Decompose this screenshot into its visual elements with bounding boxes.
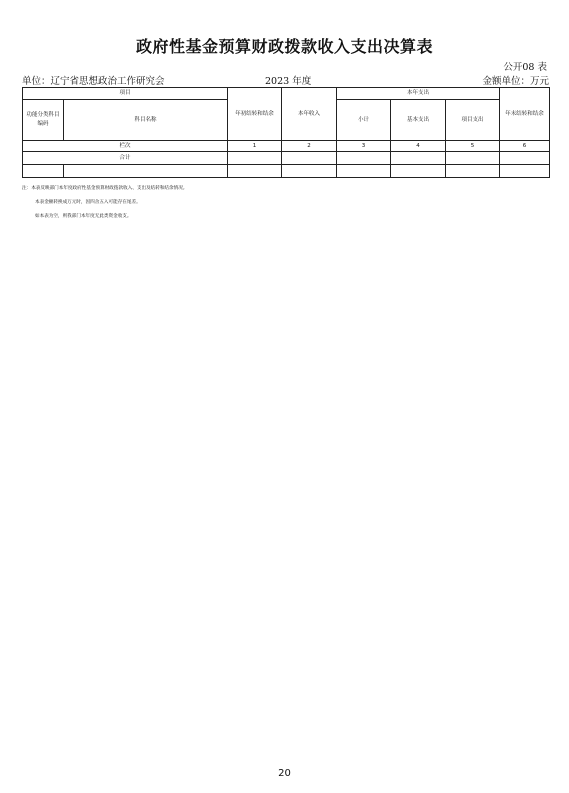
- table-cell: [337, 165, 391, 178]
- table-cell: [228, 165, 282, 178]
- table-cell: [337, 152, 391, 165]
- header-expenditure: 本年支出: [337, 88, 500, 100]
- total-row: [23, 152, 550, 165]
- table-row: [23, 165, 550, 178]
- column-number: 3: [337, 141, 391, 152]
- column-number: 6: [500, 141, 550, 152]
- unit-label: 单位：辽宁省思想政治工作研究会: [22, 76, 165, 87]
- page-number: 20: [278, 768, 291, 779]
- table-cell: [446, 152, 500, 165]
- table-cell: [391, 152, 446, 165]
- note-line: 如本表为空，则我部门本年度无此类资金收支。: [35, 214, 132, 219]
- table-cell: [500, 152, 550, 165]
- table-cell: [228, 152, 282, 165]
- meta-row: [22, 73, 549, 85]
- column-number: 4: [391, 141, 446, 152]
- amount-unit-label: 金额单位：万元: [482, 76, 549, 87]
- column-number-row: [23, 141, 550, 152]
- header-subject-name: 科目名称: [64, 100, 228, 141]
- header-income: 本年收入: [282, 88, 337, 141]
- note-line: 注：本表反映部门本年度政府性基金预算财政拨款收入、支出及结转和结余情况。: [22, 186, 188, 191]
- table-cell: [282, 152, 337, 165]
- table-cell: [64, 165, 228, 178]
- form-number: 公开08 表: [503, 62, 547, 73]
- column-number: 1: [228, 141, 282, 152]
- header-row-1: [23, 88, 550, 100]
- table-cell: [500, 165, 550, 178]
- header-begin-balance: 年初结转和结余: [228, 88, 282, 141]
- page-title: 政府性基金预算财政拨款收入支出决算表: [135, 37, 433, 56]
- budget-table: [22, 87, 550, 178]
- table-cell: [282, 165, 337, 178]
- table-cell: [391, 165, 446, 178]
- header-project-exp: 项目支出: [446, 100, 500, 141]
- header-func-code: 功能分类科目编码: [23, 100, 64, 141]
- column-number: 5: [446, 141, 500, 152]
- total-label: 合计: [23, 152, 228, 165]
- column-row-label: 栏次: [23, 141, 228, 152]
- table-cell: [446, 165, 500, 178]
- header-basic: 基本支出: [391, 100, 446, 141]
- note-line: 本表金额转换成万元时，因四舍五入可能存在尾差。: [35, 200, 141, 205]
- header-subtotal: 小计: [337, 100, 391, 141]
- header-end-balance: 年末结转和结余: [500, 88, 550, 141]
- column-number: 2: [282, 141, 337, 152]
- table-cell: [23, 165, 64, 178]
- year-label: 2023 年度: [265, 76, 312, 87]
- header-project: 项目: [23, 88, 228, 100]
